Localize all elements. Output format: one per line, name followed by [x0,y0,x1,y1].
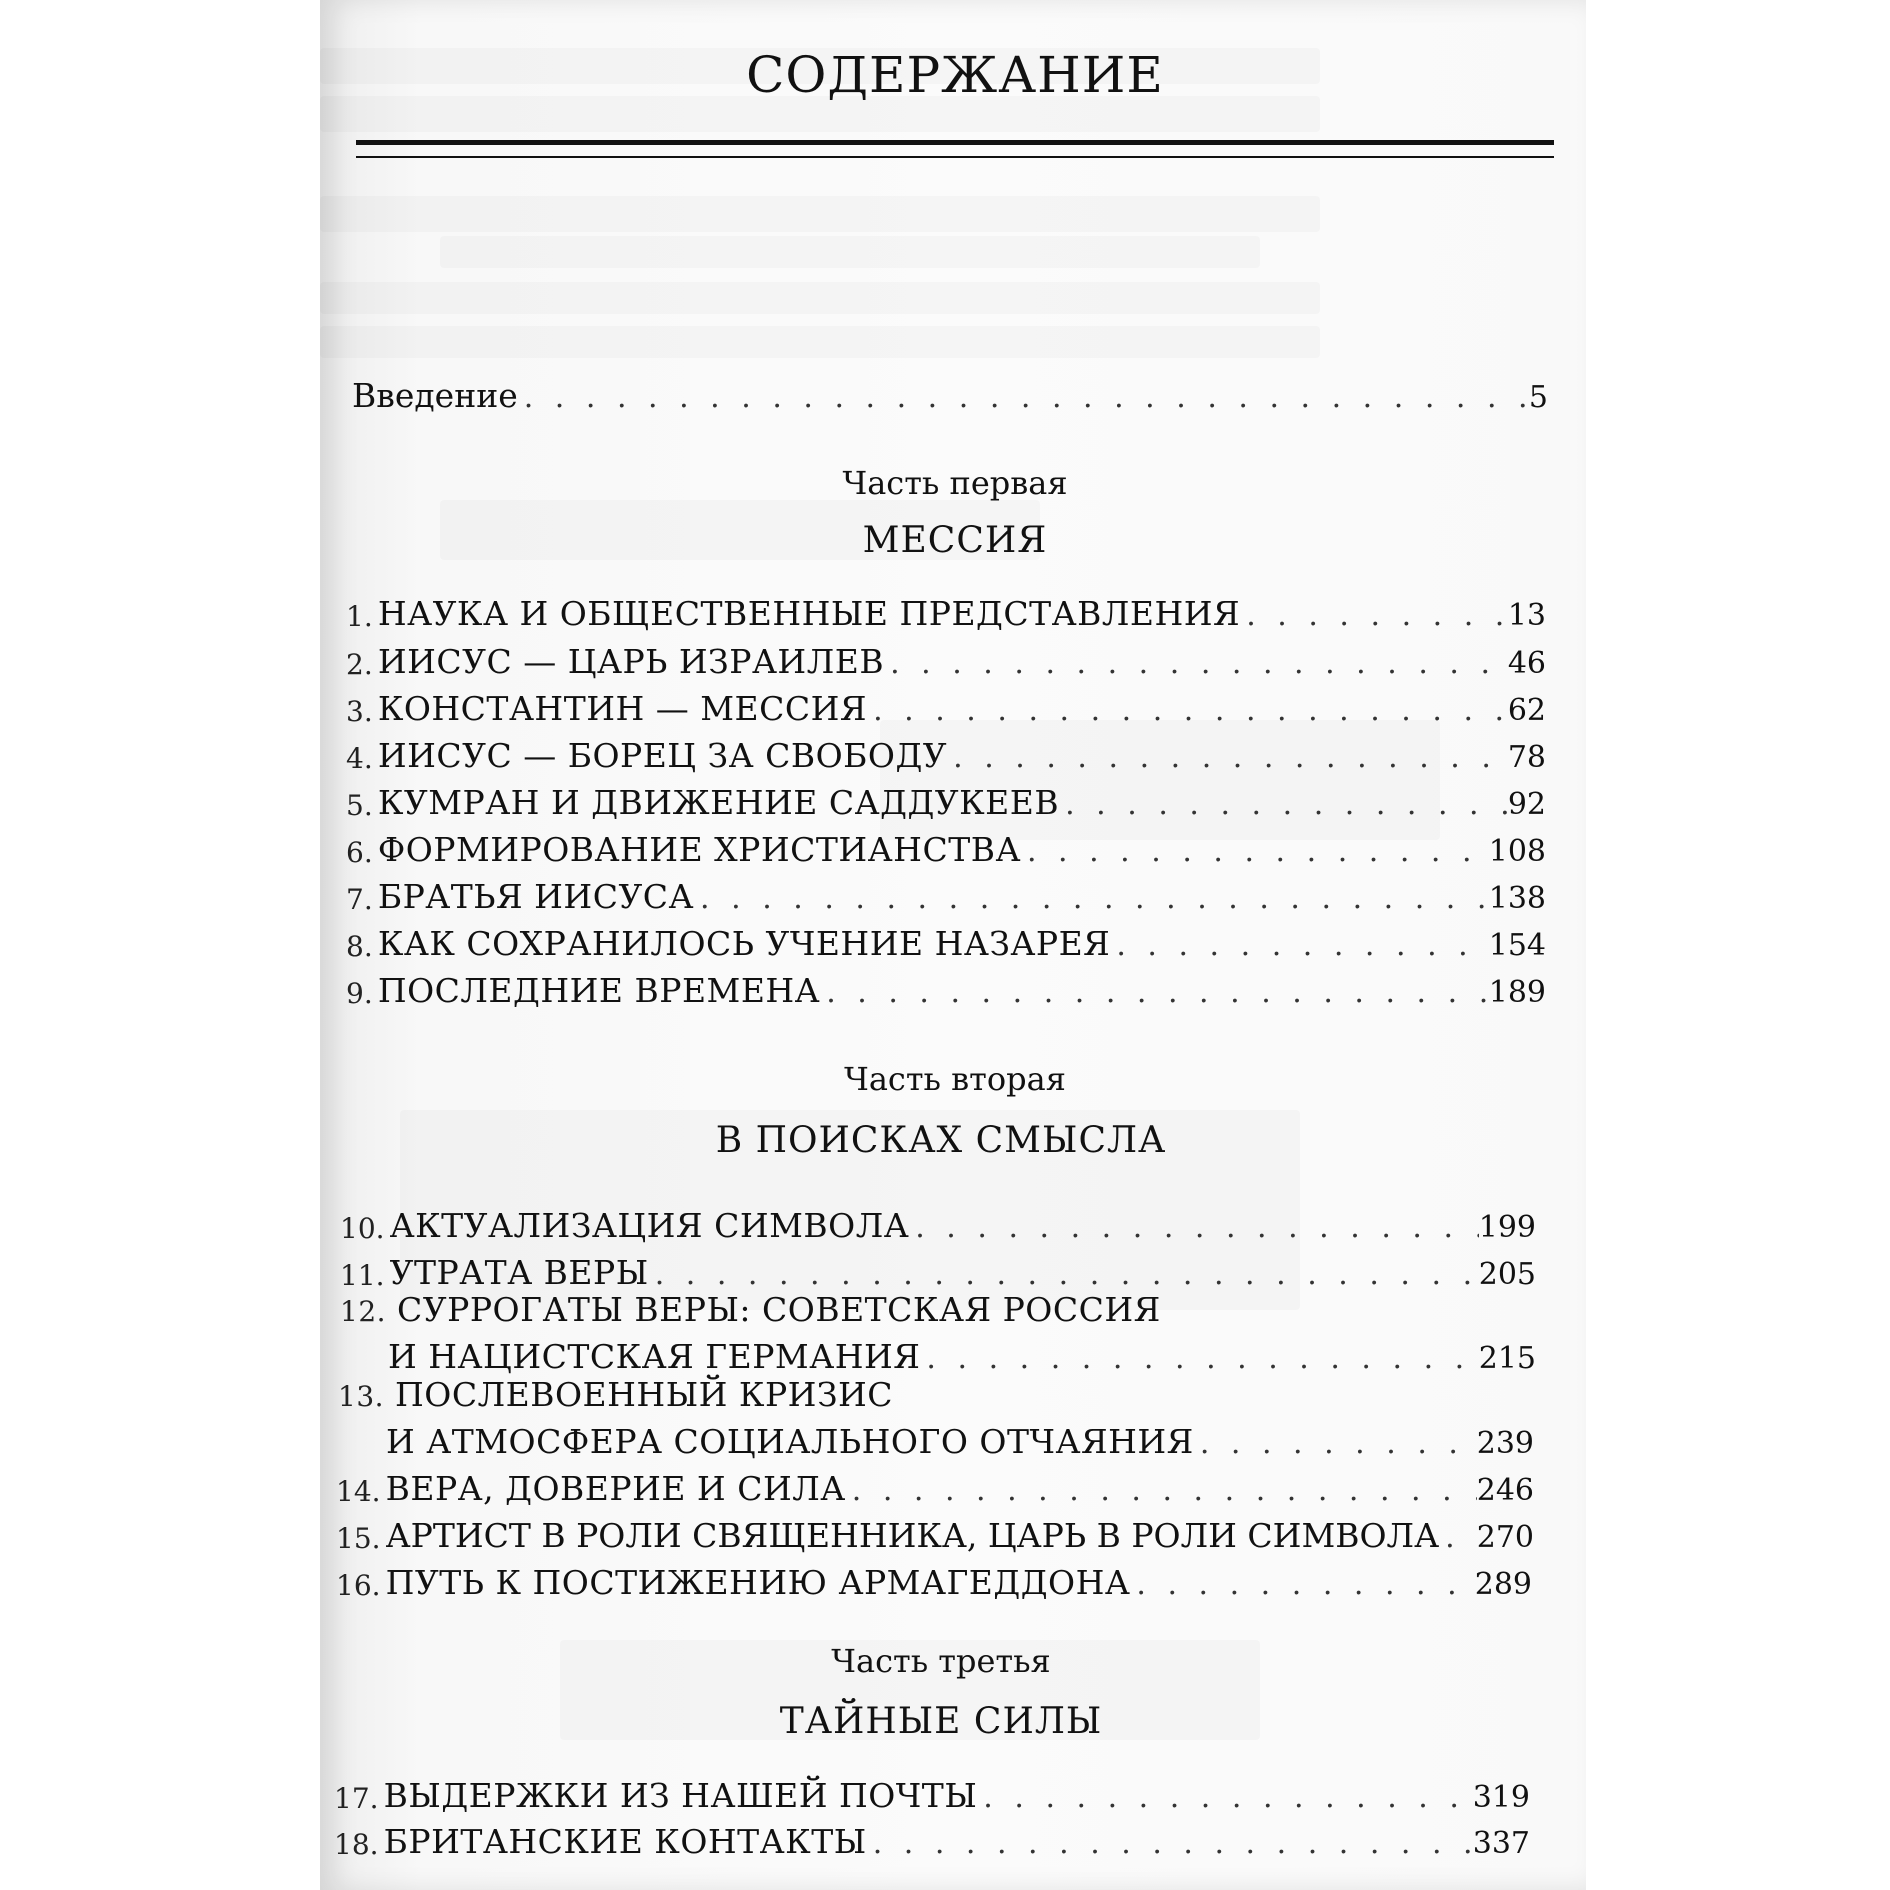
toc-entry-page: 92 [1507,787,1546,822]
toc-entry-label: ПОСЛЕДНИЕ ВРЕМЕНА [377,971,821,1010]
toc-entry-label: АРТИСТ В РОЛИ СВЯЩЕННИКА, ЦАРЬ В РОЛИ СИМВОЛА [385,1516,1440,1555]
toc-entry-page: 78 [1507,740,1546,775]
toc-entry-label: ВЫДЕРЖКИ ИЗ НАШЕЙ ПОЧТЫ [383,1776,978,1815]
toc-entry-number: 9. [346,977,373,1010]
toc-entry-page: 199 [1478,1210,1536,1245]
toc-entry-number: 7. [346,883,373,916]
toc-entry[interactable] [334,1822,1530,1861]
toc-entry-label: БРИТАНСКИЕ КОНТАКТЫ [383,1822,867,1861]
title-rule-thin [356,156,1554,158]
toc-entry-page: 62 [1507,693,1546,728]
leader-dots [649,1257,1479,1292]
page-title: СОДЕРЖАНИЕ [746,46,1164,104]
leader-dots [867,1826,1473,1861]
toc-entry-label: ПОСЛЕВОЕННЫЙ КРИЗИС [395,1375,894,1414]
leader-dots [1194,1426,1477,1461]
toc-entry-number: 1. [346,600,373,633]
toc-entry-number: 12. [340,1295,387,1328]
toc-entry-page: 319 [1472,1780,1530,1815]
toc-entry-label: АКТУАЛИЗАЦИЯ СИМВОЛА [389,1206,910,1245]
toc-entry[interactable] [346,642,1546,681]
toc-entry-label: НАУКА И ОБЩЕСТВЕННЫЕ ПРЕДСТАВЛЕНИЯ [377,594,1241,633]
toc-entry-page: 289 [1474,1567,1532,1602]
toc-entry[interactable] [388,1337,1536,1376]
toc-entry-number: 8. [346,930,373,963]
leader-dots [1059,787,1508,822]
toc-entry[interactable] [346,594,1546,633]
toc-entry-number: 18. [334,1828,379,1861]
toc-entry-page: 46 [1507,646,1546,681]
toc-entry-number: 2. [346,648,373,681]
toc-entry-label: ИИСУС — ЦАРЬ ИЗРАИЛЕВ [377,642,885,681]
toc-entry-page: 205 [1478,1257,1536,1292]
title-rule-thick [356,140,1554,145]
toc-entry-label: КАК СОХРАНИЛОСЬ УЧЕНИЕ НАЗАРЕЯ [377,924,1111,963]
toc-entry-first-line[interactable] [340,1290,1161,1329]
toc-entry[interactable] [346,924,1546,963]
part-title: МЕССИЯ [862,520,1048,561]
toc-entry-label-continued: И НАЦИСТСКАЯ ГЕРМАНИЯ [388,1337,921,1376]
toc-entry[interactable] [336,1563,1532,1602]
leader-dots [1240,598,1508,633]
toc-entry-number: 16. [336,1569,381,1602]
leader-dots [1110,928,1488,963]
toc-entry-page: 154 [1488,928,1546,963]
toc-entry-page: 189 [1488,975,1546,1010]
toc-entry-page: 13 [1507,598,1546,633]
toc-entry[interactable] [346,877,1546,916]
leader-dots [867,693,1508,728]
toc-entry-label: КУМРАН И ДВИЖЕНИЕ САДДУКЕЕВ [377,783,1060,822]
toc-entry-label: ФОРМИРОВАНИЕ ХРИСТИАНСТВА [377,830,1021,869]
toc-entry-label-continued: И АТМОСФЕРА СОЦИАЛЬНОГО ОТЧАЯНИЯ [386,1422,1194,1461]
toc-entry-label: УТРАТА ВЕРЫ [389,1253,649,1292]
leader-dots [1021,834,1489,869]
leader-dots [1439,1520,1477,1555]
toc-entry-page: 239 [1476,1426,1534,1461]
toc-entry-label: ВЕРА, ДОВЕРИЕ И СИЛА [385,1469,846,1508]
leader-dots [820,975,1489,1010]
book-page [320,0,1586,1890]
toc-entry-page: 108 [1488,834,1546,869]
toc-entry-number: 5. [346,789,373,822]
toc-entry-number: 3. [346,695,373,728]
leader-dots [977,1780,1472,1815]
leader-dots [846,1473,1477,1508]
toc-entry-number: 15. [336,1522,381,1555]
toc-entry-number: 6. [346,836,373,869]
toc-entry-number: 17. [334,1782,379,1815]
leader-dots [694,881,1489,916]
part-title: В ПОИСКАХ СМЫСЛА [715,1120,1167,1161]
toc-entry-first-line[interactable] [338,1375,893,1414]
toc-entry[interactable] [386,1422,1534,1461]
toc-entry[interactable] [336,1516,1534,1555]
part-heading: Часть вторая [844,1060,1066,1098]
leader-dots [518,380,1529,415]
toc-entry-page: 337 [1472,1826,1530,1861]
toc-entry[interactable] [346,689,1546,728]
toc-entry-page: 270 [1476,1520,1534,1555]
part-heading: Часть первая [842,464,1068,502]
toc-entry-label: ИИСУС — БОРЕЦ ЗА СВОБОДУ [377,736,948,775]
leader-dots [1130,1567,1474,1602]
toc-entry-number: 10. [340,1212,385,1245]
toc-entry-page: 138 [1488,881,1546,916]
toc-entry-label: СУРРОГАТЫ ВЕРЫ: СОВЕТСКАЯ РОССИЯ [397,1290,1161,1329]
toc-entry[interactable] [334,1776,1530,1815]
toc-entry-number: 11. [340,1259,385,1292]
toc-entry-intro[interactable] [352,376,1548,415]
toc-entry-number: 13. [338,1380,385,1413]
toc-entry[interactable] [346,971,1546,1010]
toc-entry[interactable] [346,783,1546,822]
toc-entry-label: Введение [352,376,518,415]
toc-entry[interactable] [346,830,1546,869]
leader-dots [920,1341,1478,1376]
leader-dots [884,646,1508,681]
toc-entry-label: ПУТЬ К ПОСТИЖЕНИЮ АРМАГЕДДОНА [385,1563,1131,1602]
leader-dots [909,1210,1479,1245]
toc-entry-number: 4. [346,742,373,775]
part-title: ТАЙНЫЕ СИЛЫ [779,1701,1103,1742]
toc-entry-page: 5 [1528,380,1548,415]
toc-entry-label: БРАТЬЯ ИИСУСА [377,877,695,916]
leader-dots [947,740,1508,775]
toc-entry[interactable] [340,1206,1536,1245]
toc-entry[interactable] [346,736,1546,775]
toc-entry-page: 246 [1476,1473,1534,1508]
toc-entry-label: КОНСТАНТИН — МЕССИЯ [377,689,868,728]
toc-entry[interactable] [340,1253,1536,1292]
toc-entry[interactable] [336,1469,1534,1508]
part-heading: Часть третья [831,1642,1051,1680]
toc-entry-page: 215 [1478,1341,1536,1376]
toc-entry-number: 14. [336,1475,381,1508]
